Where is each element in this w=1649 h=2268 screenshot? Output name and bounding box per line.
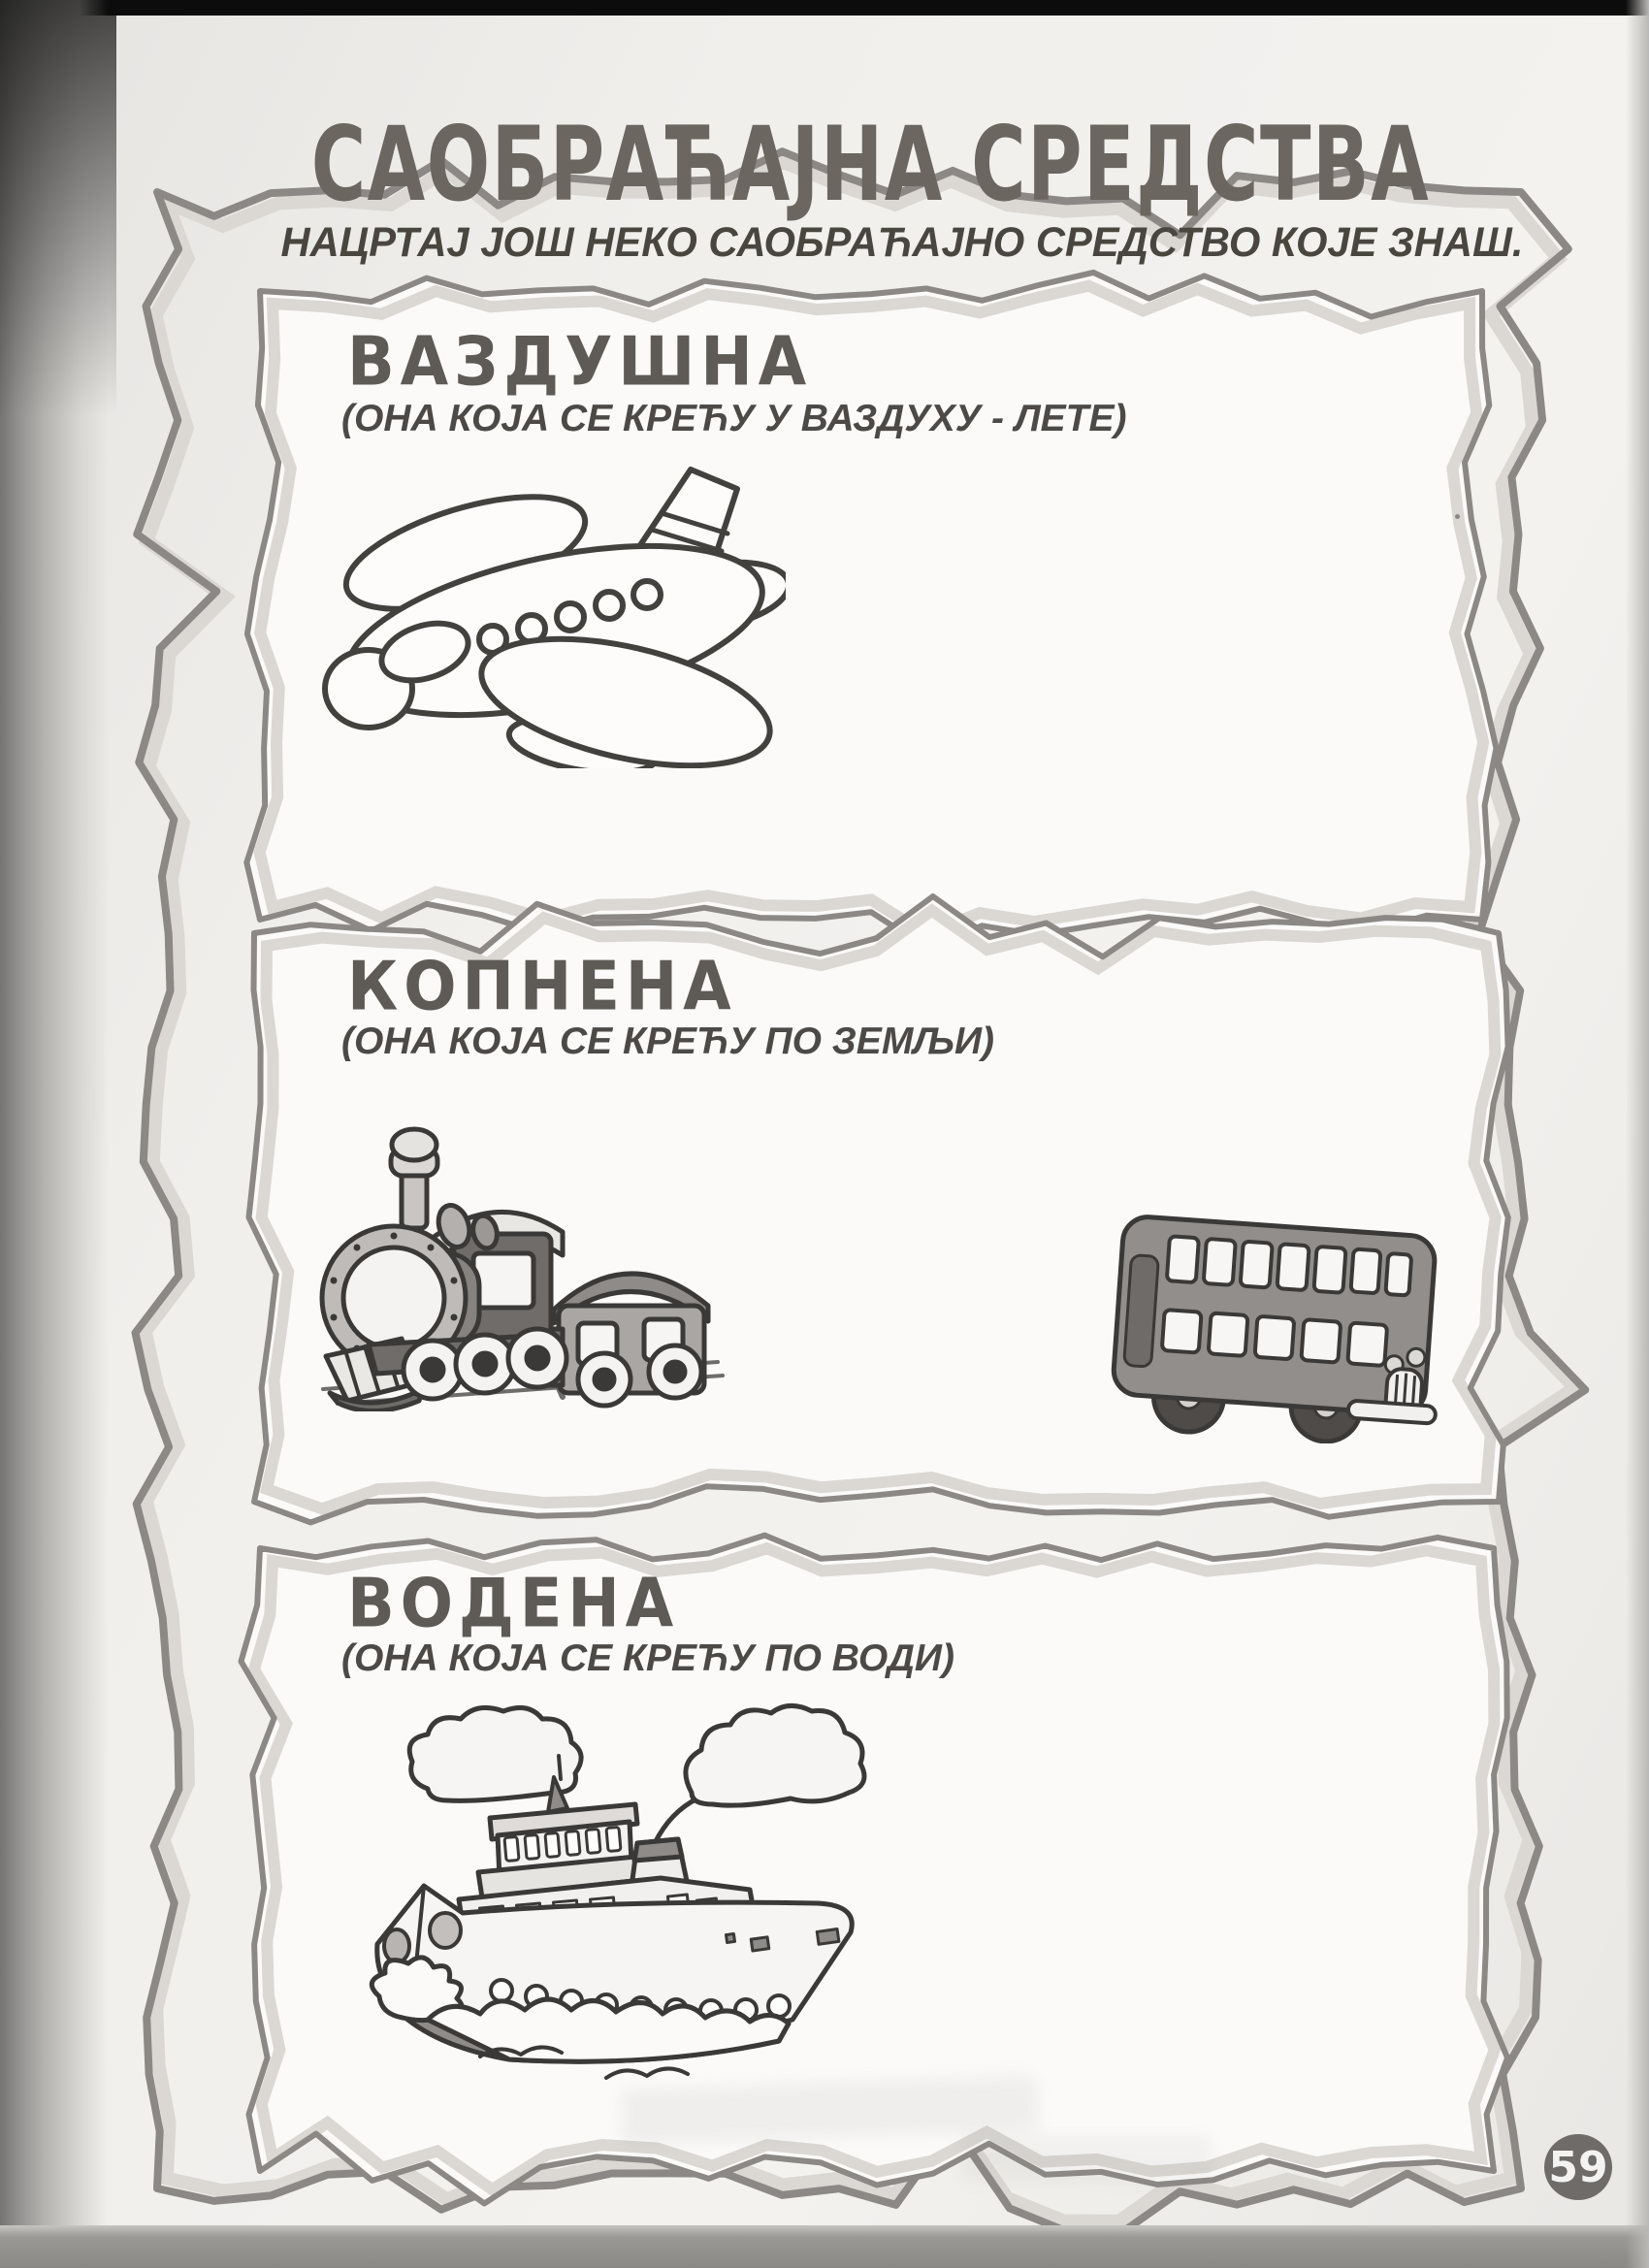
- book-spine-shadow-top: [0, 0, 116, 417]
- page-number-badge: 59: [1544, 2134, 1612, 2200]
- page-edge-shadow: [1626, 0, 1649, 2268]
- scanner-edge-top: [0, 0, 1649, 16]
- airplane-illustration: [320, 448, 786, 768]
- scanner-edge-bottom: [0, 2225, 1649, 2268]
- double-decker-bus-illustration: [1102, 1203, 1447, 1443]
- section-description-water: (ОНА КОЈА СЕ КРЕЋУ ПО ВОДИ): [341, 1637, 954, 1679]
- page-title: САОБРАЋАЈНА СРЕДСТВА: [310, 103, 1431, 225]
- steam-train-illustration: [308, 1106, 726, 1411]
- section-heading-land: КОПНЕНА: [347, 947, 737, 1026]
- print-speck: [1455, 514, 1460, 519]
- page-subtitle: НАЦРТАЈ ЈОШ НЕКО САОБРАЋАЈНО СРЕДСТВО КОЈЕ ЗНАШ.: [280, 219, 1524, 266]
- steamship-illustration: [335, 1700, 878, 2088]
- section-heading-air: ВАЗДУШНА: [347, 322, 812, 402]
- section-description-air: (ОНА КОЈА СЕ КРЕЋУ У ВАЗДУХУ - ЛЕТЕ): [341, 398, 1127, 439]
- section-heading-water: ВОДЕНА: [347, 1564, 680, 1643]
- show-through-artifact: [960, 2134, 1212, 2183]
- section-description-land: (ОНА КОЈА СЕ КРЕЋУ ПО ЗЕМЉИ): [341, 1021, 995, 1062]
